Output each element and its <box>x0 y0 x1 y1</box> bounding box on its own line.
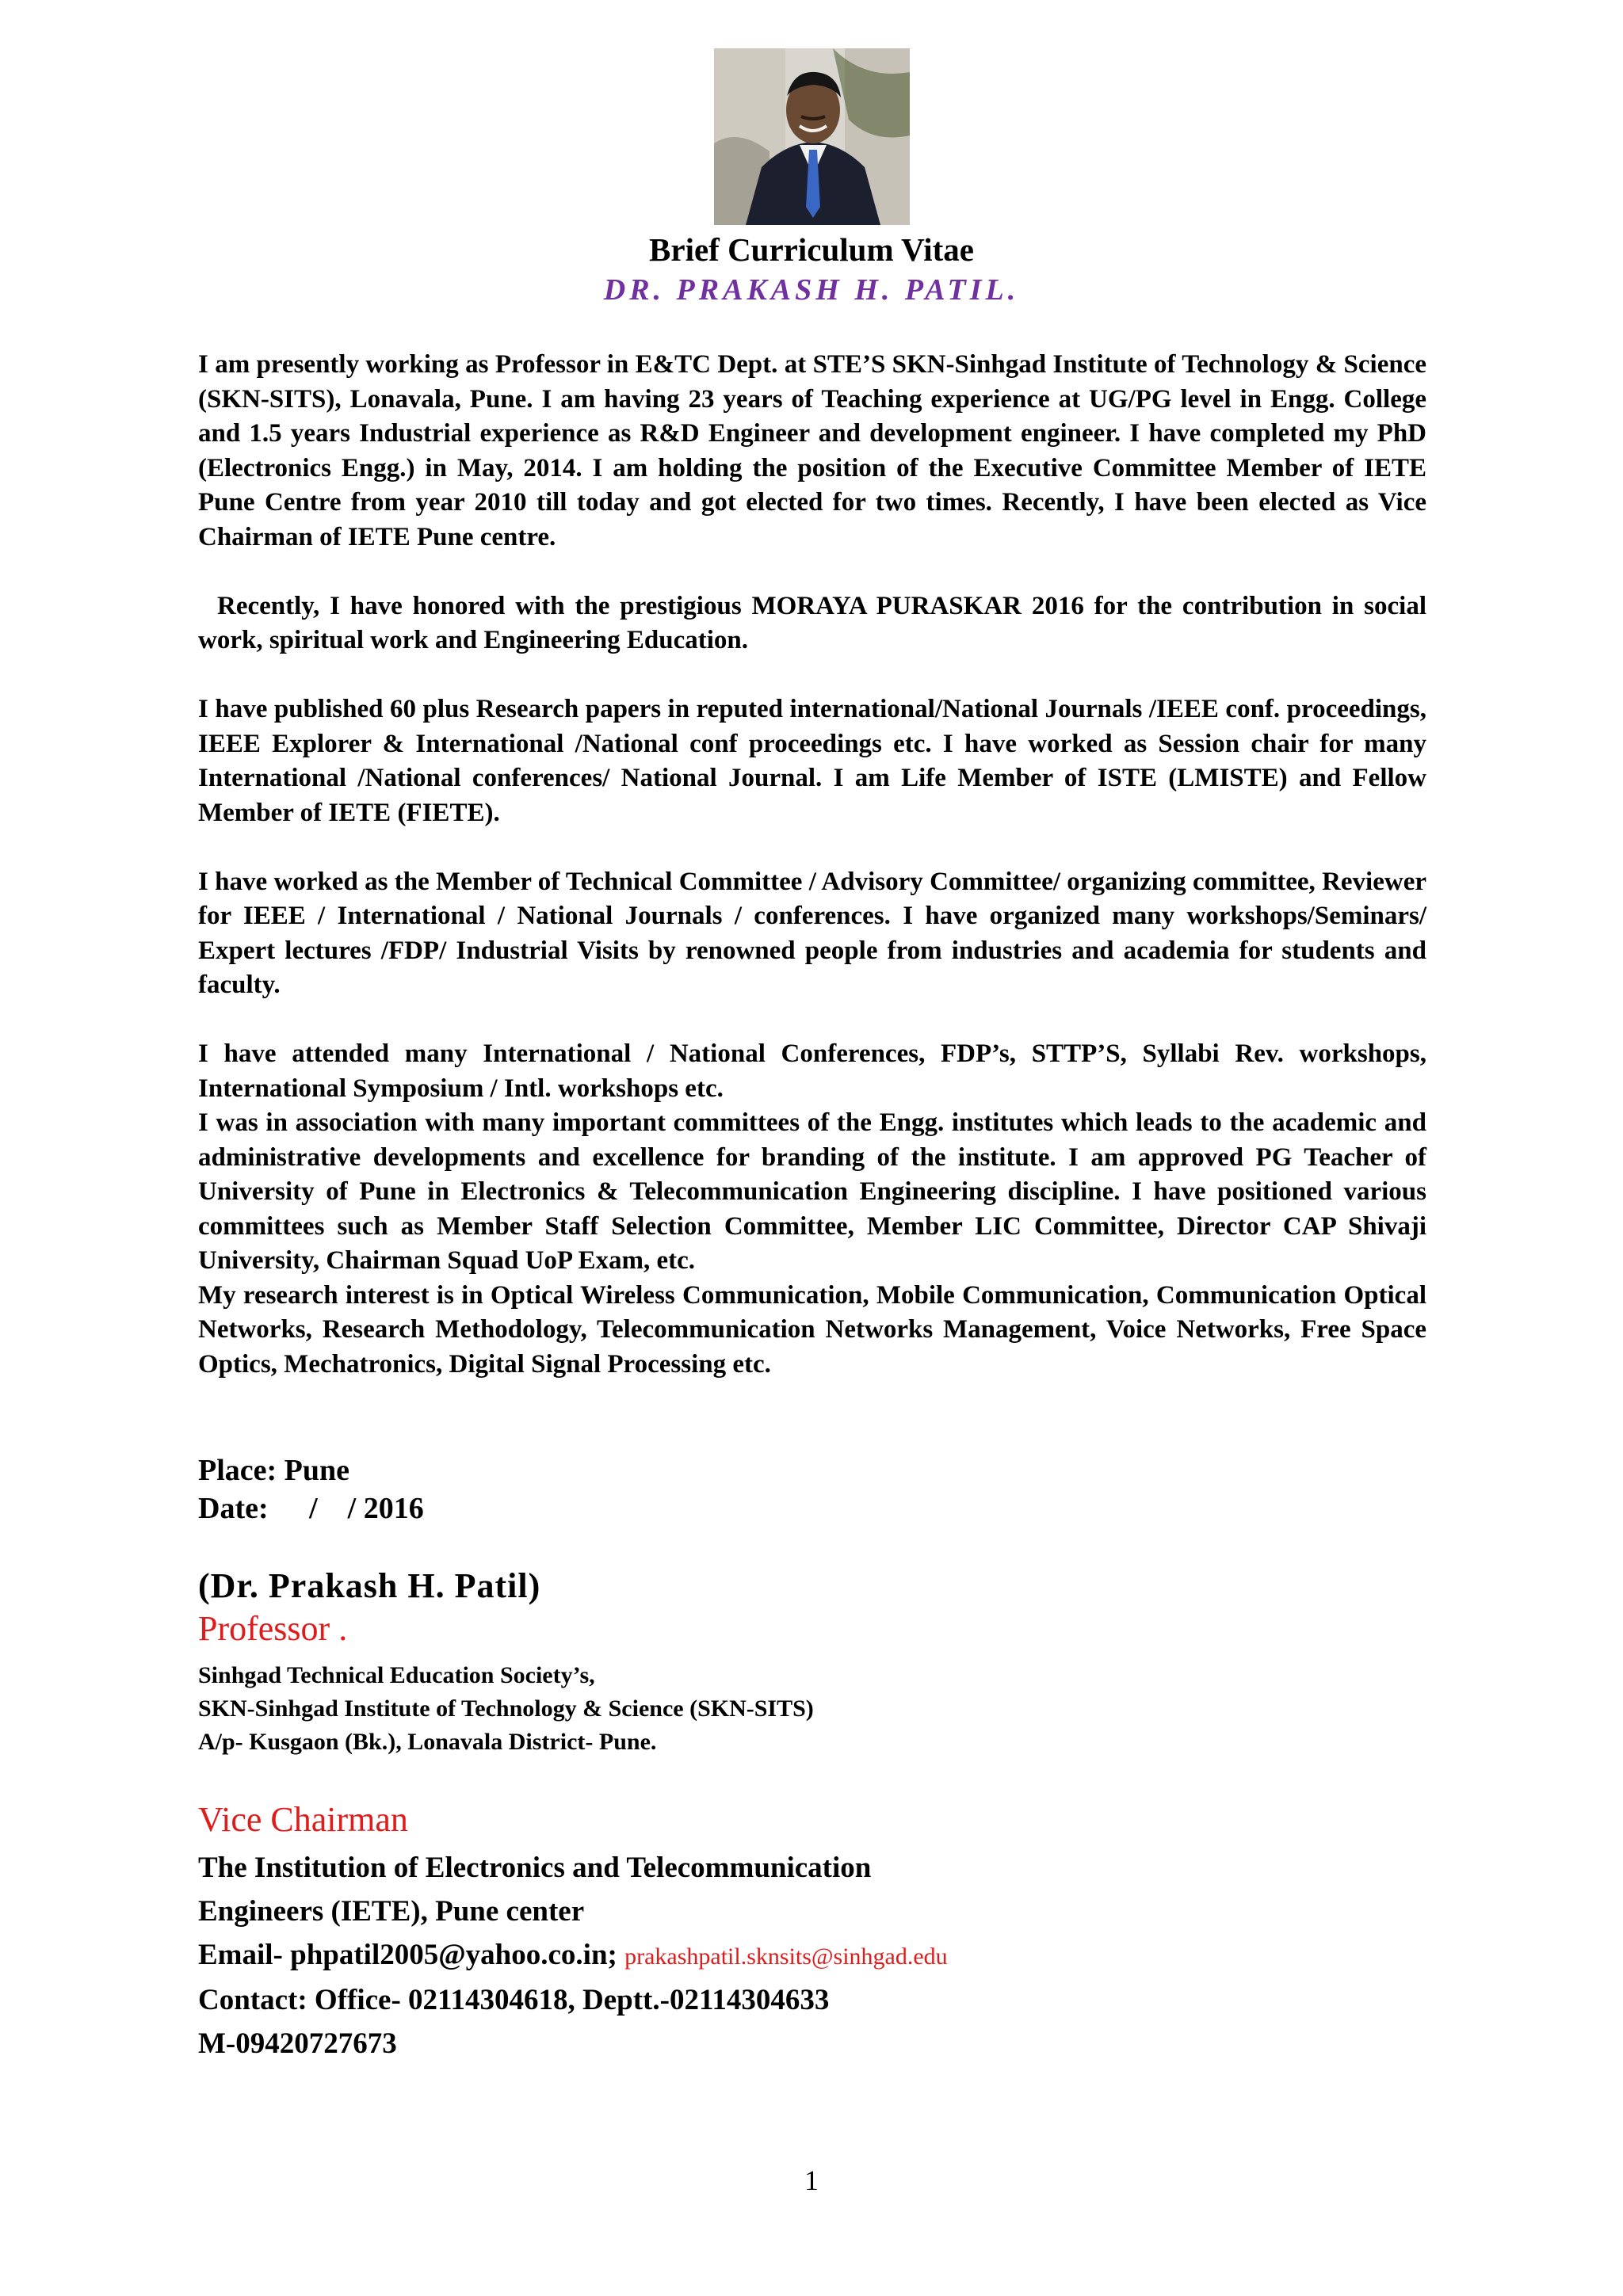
paragraph-associations: I was in association with many important committees of the Engg. institutes which leads to the academic and administrative developments and excellence for branding of the institute. I am approved PG Teacher of University of Pune in Electronics & Telecommunication Engineering discipline. I have positioned various committees such as Member Staff Selection Committee, Member LIC Committee, Director CAP Shivaji University, Chairman Squad UoP Exam, etc. <box>198 1108 1426 1275</box>
signature-name: (Dr. Prakash H. Patil) <box>198 1566 541 1605</box>
paragraph-conferences: I have attended many International / National Conferences, FDP’s, STTP’S, Syllabi Rev. workshops, International Symposium / Intl. workshops etc. <box>198 1039 1426 1103</box>
email-line <box>198 1933 948 1978</box>
paragraph-publications: I have published 60 plus Research papers in reputed international/National Journals /IEEE conf. proceedings, IEEE Explorer & International /National conf proceedings etc. I have worked as Session chair for many International /National conferences/ National Journal. I am Life Member of ISTE (LMISTE) and Fellow Member of IETE (FIETE). <box>198 695 1426 827</box>
date-label: Date: <box>198 1492 269 1525</box>
cv-body <box>198 348 1426 1382</box>
date-value: / / 2016 <box>309 1492 424 1525</box>
date-line <box>198 1489 424 1527</box>
page-title: Brief Curriculum Vitae <box>649 231 974 268</box>
institute-address <box>198 1659 814 1759</box>
address-line: SKN-Sinhgad Institute of Technology & Science (SKN-SITS) <box>198 1695 814 1722</box>
address-line: Sinhgad Technical Education Society’s, <box>198 1662 595 1688</box>
paragraph-award: Recently, I have honored with the prestigious MORAYA PURASKAR 2016 for the contribution in social work, spiritual work and Engineering Education. <box>198 591 1426 654</box>
place-line: Place: Pune <box>198 1454 350 1487</box>
name-heading: DR. PRAKASH H. PATIL. <box>603 273 1020 307</box>
place-date-block <box>198 1451 424 1527</box>
contact-block <box>198 1846 948 2065</box>
designation: Professor . <box>198 1609 348 1648</box>
contact-line: Contact: Office- 02114304618, Deptt.-02114304633 <box>198 1984 830 2016</box>
iete-line-2: Engineers (IETE), Pune center <box>198 1895 585 1928</box>
mobile-line: M-09420727673 <box>198 2027 397 2060</box>
paragraph-current-position: I am presently working as Professor in E&TC Dept. at STE’S SKN-Sinhgad Institute of Technology & Science (SKN-SITS), Lonavala, Pune. I am having 23 years of Teaching experience at UG/PG level in Engg. College and 1.5 years Industrial experience as R&D Engineer and development engineer. I have completed my PhD (Electronics Engg.) in May, 2014. I am holding the position of the Executive Committee Member of IETE Pune Centre from year 2010 till today and got elected for two times. Recently, I have been elected as Vice Chairman of IETE Pune centre. <box>198 350 1426 551</box>
paragraph-research-interest: My research interest is in Optical Wireless Communication, Mobile Communication, Communication Optical Networks, Research Methodology, Telecommunication Networks Management, Voice Networks, Free Space Optics, Mechatronics, Digital Signal Processing etc. <box>198 1280 1426 1379</box>
address-line: A/p- Kusgaon (Bk.), Lonavala District- Pune. <box>198 1729 657 1755</box>
paragraph-committees: I have worked as the Member of Technical Committee / Advisory Committee/ organizing committee, Reviewer for IEEE / International / National Journals / conferences. I have organized many workshops/Seminars/ Expert lectures /FDP/ Industrial Visits by renowned people from industries and academia for students and faculty. <box>198 867 1426 999</box>
portrait-photo-icon <box>714 48 910 225</box>
iete-line-1: The Institution of Electronics and Telecommunication <box>198 1852 872 1884</box>
portrait-photo <box>714 48 910 225</box>
email-primary[interactable]: Email- phpatil2005@yahoo.co.in; <box>198 1939 617 1971</box>
page-number: 1 <box>804 2164 819 2196</box>
vice-chairman-title: Vice Chairman <box>198 1800 408 1839</box>
email-secondary[interactable]: prakashpatil.sknsits@sinhgad.edu <box>624 1943 948 1970</box>
